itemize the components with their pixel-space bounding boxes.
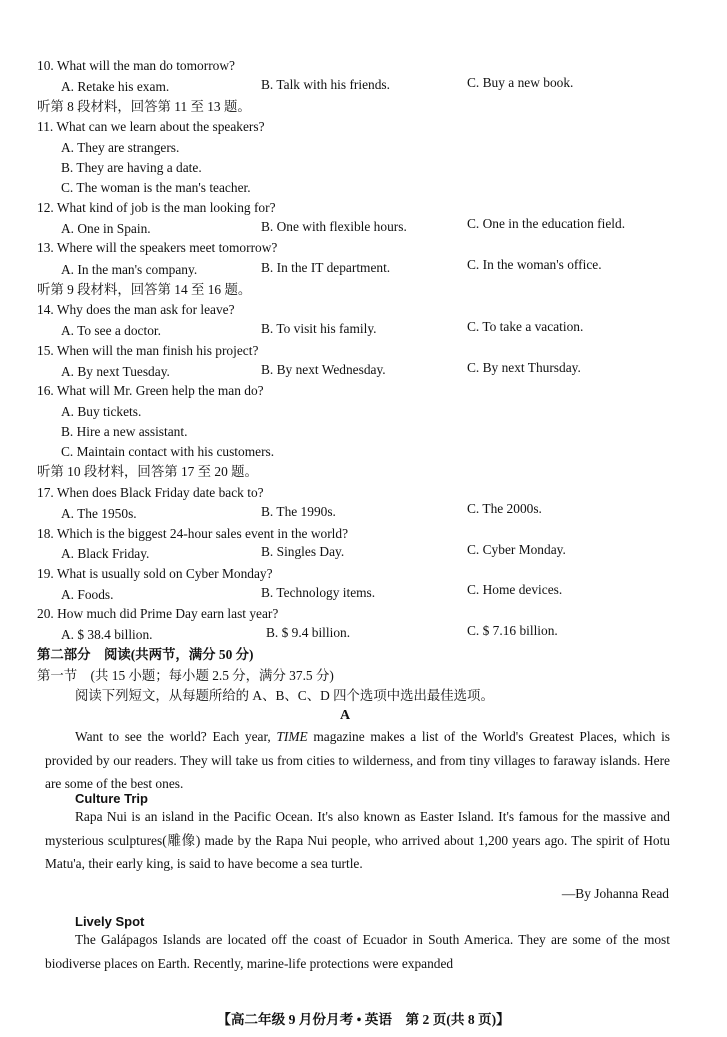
question-13: 13. Where will the speakers meet tomorrow? (37, 240, 278, 255)
question-20: 20. How much did Prime Day earn last year? (37, 606, 279, 621)
option-11a: A. They are strangers. (61, 140, 180, 155)
instruction-segment-10: 听第 10 段材料，回答第 17 至 20 题。 (37, 464, 258, 479)
option-15b: B. By next Wednesday. (261, 362, 386, 377)
subheading-culture-trip: Culture Trip (75, 791, 148, 806)
option-13c: C. In the woman's office. (467, 257, 602, 272)
instruction-segment-8: 听第 8 段材料，回答第 11 至 13 题。 (37, 99, 251, 114)
passage-para-rapa-nui (45, 805, 670, 876)
question-10: 10. What will the man do tomorrow? (37, 58, 235, 73)
option-20a: A. $ 38.4 billion. (61, 627, 153, 642)
option-17b: B. The 1990s. (261, 504, 336, 519)
option-10a: A. Retake his exam. (61, 79, 170, 94)
option-16c: C. Maintain contact with his customers. (61, 444, 275, 459)
option-10b: B. Talk with his friends. (261, 77, 390, 92)
option-14c: C. To take a vacation. (467, 319, 584, 334)
question-14: 14. Why does the man ask for leave? (37, 302, 235, 317)
option-14a: A. To see a doctor. (61, 323, 161, 338)
option-18c: C. Cyber Monday. (467, 542, 566, 557)
option-18b: B. Singles Day. (261, 544, 345, 559)
option-15c: C. By next Thursday. (467, 360, 581, 375)
option-15a: A. By next Tuesday. (61, 364, 170, 379)
question-15: 15. When will the man finish his project? (37, 343, 259, 358)
question-16: 16. What will Mr. Green help the man do? (37, 383, 264, 398)
part2-title: 第二部分 阅读(共两节，满分 50 分) (37, 647, 254, 662)
rapa-nui-text: Rapa Nui is an island in the Pacific Ocean. It's also known as Easter Island. It's famous for the massive and mysterious sculptures(雕像) made by the Rapa Nui people, who arrived about 1,200 years ago. The spirit of Hotu Matu'a, their early king, is said to have become a sea turtle. (45, 809, 670, 871)
option-11c: C. The woman is the man's teacher. (61, 180, 251, 195)
question-11: 11. What can we learn about the speakers? (37, 119, 265, 134)
option-18a: A. Black Friday. (61, 546, 150, 561)
galapagos-text: The Galápagos Islands are located off the coast of Ecuador in South America. They are some of the most biodiverse places on Earth. Recently, marine-life protections were expanded (45, 932, 670, 971)
question-19: 19. What is usually sold on Cyber Monday? (37, 566, 273, 581)
option-19a: A. Foods. (61, 587, 114, 602)
option-16a: A. Buy tickets. (61, 404, 142, 419)
option-17a: A. The 1950s. (61, 506, 137, 521)
passage-label: A (340, 708, 351, 723)
question-18: 18. Which is the biggest 24-hour sales event in the world? (37, 526, 349, 541)
option-20b: B. $ 9.4 billion. (266, 625, 351, 640)
option-12c: C. One in the education field. (467, 216, 626, 231)
option-14b: B. To visit his family. (261, 321, 377, 336)
option-16b: B. Hire a new assistant. (61, 424, 188, 439)
intro-text-2: magazine makes a list of the World's Greatest Places, which is provided by our readers. They will take us from cities to wilderness, and from tiny villages to faraway islands. Here are some of the best ones. (45, 729, 670, 791)
passage-para-galapagos (45, 928, 670, 975)
intro-magazine: TIME (276, 729, 308, 744)
option-12a: A. One in Spain. (61, 221, 151, 236)
option-19c: C. Home devices. (467, 582, 563, 597)
intro-text-1: Want to see the world? Each year, (75, 729, 277, 744)
option-17c: C. The 2000s. (467, 501, 542, 516)
question-17: 17. When does Black Friday date back to? (37, 485, 264, 500)
option-19b: B. Technology items. (261, 585, 376, 600)
reading-directions: 阅读下列短文，从每题所给的 A、B、C、D 四个选项中选出最佳选项。 (75, 688, 494, 703)
section1-heading: 第一节 (共 15 小题；每小题 2.5 分，满分 37.5 分) (37, 668, 334, 683)
subheading-lively-spot: Lively Spot (75, 914, 145, 929)
option-10c: C. Buy a new book. (467, 75, 574, 90)
page-footer: 【高二年级 9 月份月考 • 英语 第 2 页(共 8 页)】 (217, 1012, 510, 1027)
question-12: 12. What kind of job is the man looking for? (37, 200, 276, 215)
passage-intro (45, 725, 670, 796)
option-13a: A. In the man's company. (61, 262, 198, 277)
option-11b: B. They are having a date. (61, 160, 202, 175)
option-13b: B. In the IT department. (261, 260, 391, 275)
instruction-segment-9: 听第 9 段材料，回答第 14 至 16 题。 (37, 282, 252, 297)
option-12b: B. One with flexible hours. (261, 219, 407, 234)
byline: —By Johanna Read (561, 886, 669, 901)
option-20c: C. $ 7.16 billion. (467, 623, 558, 638)
